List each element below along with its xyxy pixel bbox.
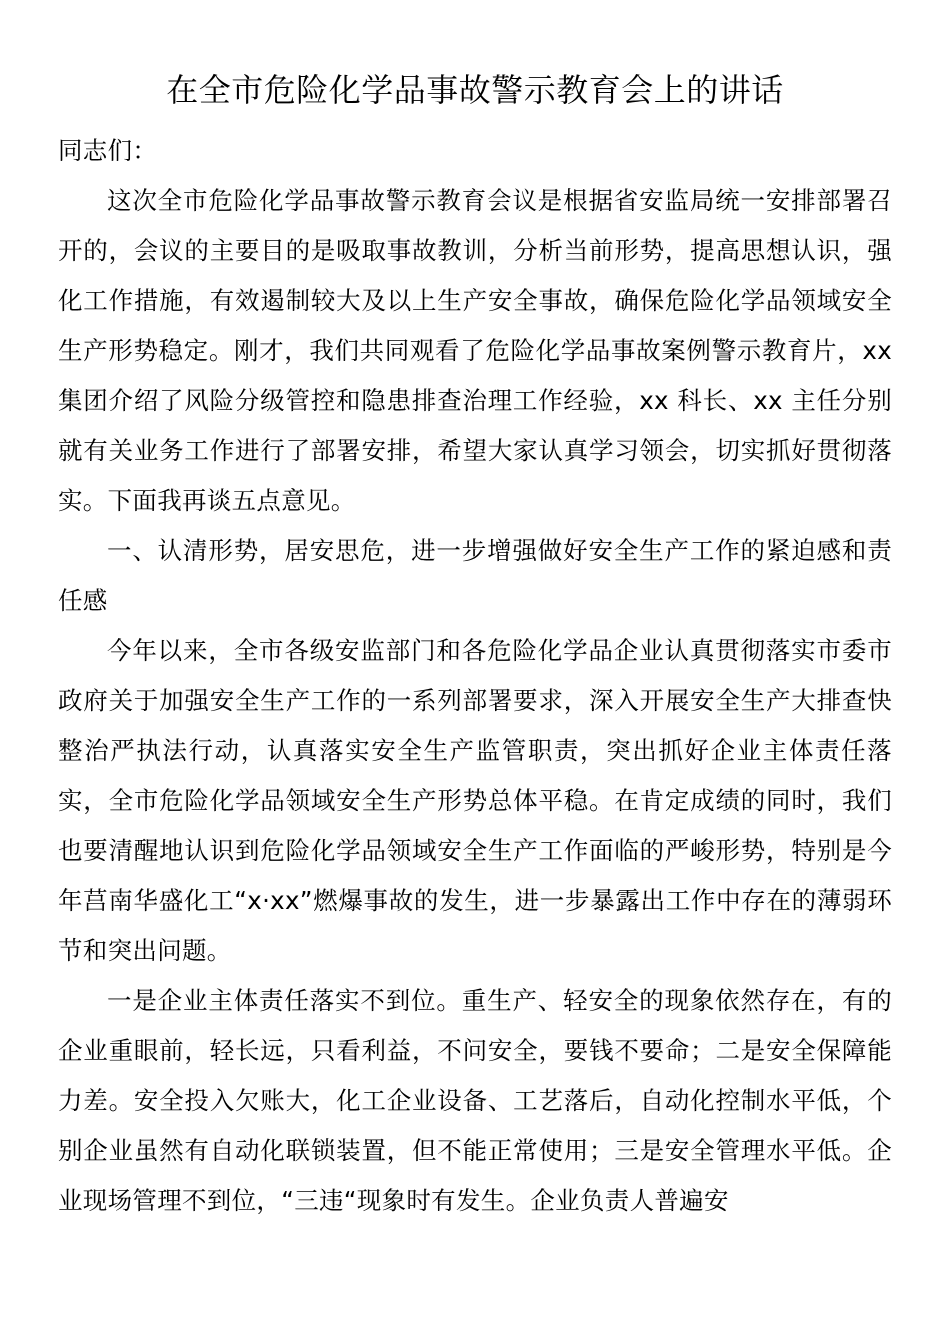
document-title: 在全市危险化学品事故警示教育会上的讲话	[166, 71, 784, 109]
section-heading-1: 一、认清形势，居安思危，进一步增强做好安全生产工作的紧迫感和责任感	[58, 536, 892, 615]
paragraph-problems: 一是企业主体责任落实不到位。重生产、轻安全的现象依然存在，有的企业重眼前，轻长远，只看利益，不问安全，要钱不要命；二是安全保障能力差。安全投入欠账大，化工企业设备、工艺落后，自动化控制水平低，个别企业虽然有自动化联锁装置，但不能正常使用；三是安全管理水平低。企业现场管理不到位，“三违“现象时有发生。企业负责人普遍安	[58, 986, 892, 1215]
salutation: 同志们：	[58, 136, 158, 165]
paragraph-situation: 今年以来，全市各级安监部门和各危险化学品企业认真贯彻落实市委市政府关于加强安全生产工作的一系列部署要求，深入开展安全生产大排查快整治严执法行动，认真落实安全生产监管职责，突出抓好企业主体责任落实，全市危险化学品领域安全生产形势总体平稳。在肯定成绩的同时，我们也要清醒地认识到危险化学品领域安全生产工作面临的严峻形势，特别是今年莒南华盛化工“x·xx”燃爆事故的发生，进一步暴露出工作中存在的薄弱环节和突出问题。	[58, 636, 892, 965]
paragraph-intro: 这次全市危险化学品事故警示教育会议是根据省安监局统一安排部署召开的，会议的主要目的是吸取事故教训，分析当前形势，提高思想认识，强化工作措施，有效遏制较大及以上生产安全事故，确保危险化学品领域安全生产形势稳定。刚才，我们共同观看了危险化学品事故案例警示教育片，xx 集团介绍了风险分级管控和隐患排查治理工作经验，xx 科长、xx 主任分别就有关业务工作进行了部署安排，希望大家认真学习领会，切实抓好贯彻落实。下面我再谈五点意见。	[58, 186, 892, 515]
document-body	[58, 126, 892, 1226]
